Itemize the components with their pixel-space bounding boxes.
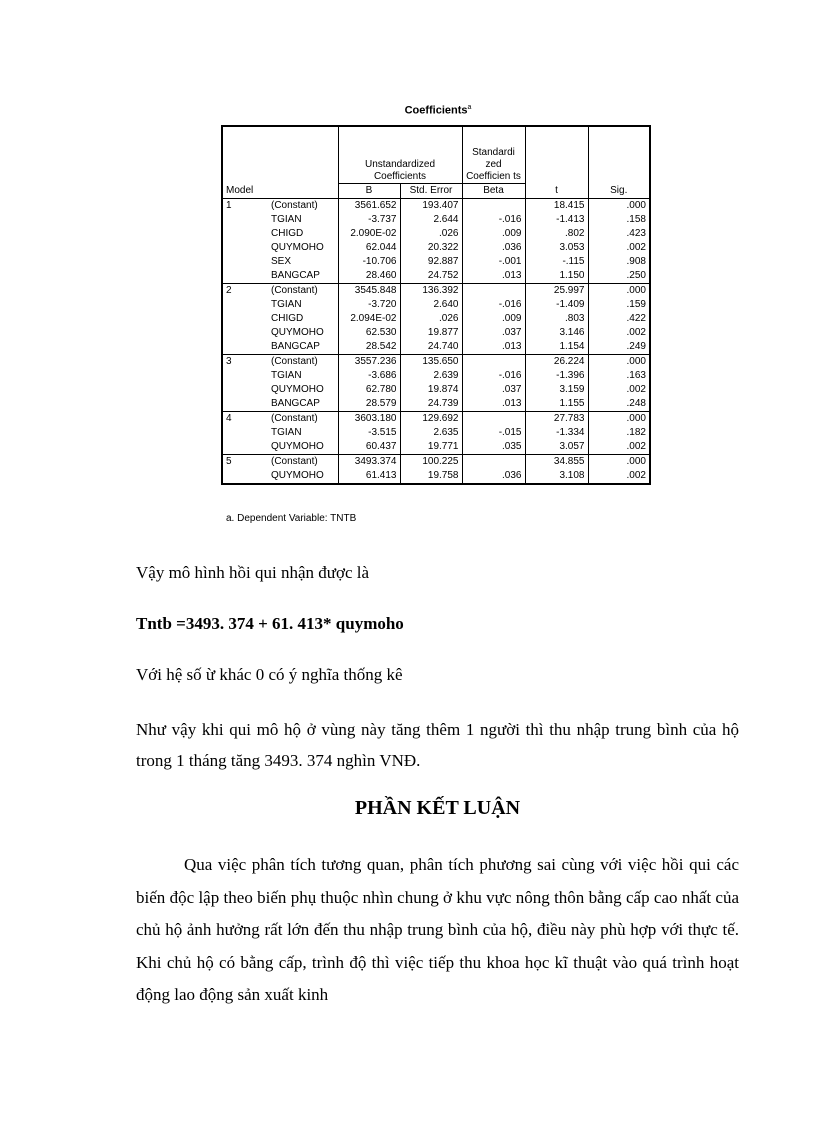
std-error-cell: 136.392 [400, 284, 462, 299]
std-error-cell: 2.644 [400, 213, 462, 227]
table-row [222, 227, 650, 241]
t-cell: -.115 [525, 255, 588, 269]
b-cell: 62.780 [338, 383, 400, 397]
model-id-cell [222, 312, 268, 326]
b-cell: -3.737 [338, 213, 400, 227]
b-cell: -3.720 [338, 298, 400, 312]
variable-cell: QUYMOHO [268, 383, 338, 397]
beta-cell: -.016 [462, 213, 525, 227]
std-error-cell: .026 [400, 227, 462, 241]
model-intro-text: Vậy mô hình hồi qui nhận được là [136, 563, 370, 582]
std-error-cell: 19.758 [400, 469, 462, 484]
beta-header: Beta [462, 184, 525, 199]
variable-cell: QUYMOHO [268, 469, 338, 484]
sig-cell: .002 [626, 384, 646, 395]
variable-cell: TGIAN [268, 298, 338, 312]
sig-cell: .422 [626, 313, 646, 324]
sig-cell: .000 [626, 356, 646, 367]
t-cell: 34.855 [525, 455, 588, 470]
t-cell: 1.154 [525, 340, 588, 355]
table-row [222, 455, 650, 470]
beta-cell: .036 [462, 241, 525, 255]
sig-cell: .002 [626, 242, 646, 253]
table-row [222, 426, 650, 440]
variable-cell: (Constant) [268, 199, 338, 214]
conclusion-paragraph: Qua việc phân tích tương quan, phân tích phương sai cùng với việc hồi qui các biến độc lập theo biến phụ thuộc nhìn chung ở khu vực nông thôn bằng cấp cao nhất của chủ hộ ảnh hưởng rất lớn đến thu nhập trung bình của hộ, điều này phù hợp với thực tế. Khi chủ hộ có bằng cấp, trình độ thì việc tiếp thu khoa học kĩ thuật vào quá trình hoạt động lao động sản xuất kinh [136, 855, 739, 1004]
coefficients-table [221, 125, 651, 485]
b-header: B [338, 184, 400, 199]
model-id-cell: 3 [226, 356, 232, 367]
beta-cell: -.016 [462, 298, 525, 312]
variable-cell: BANGCAP [268, 340, 338, 355]
b-cell: -10.706 [338, 255, 400, 269]
beta-cell [462, 355, 525, 370]
table-row [222, 412, 650, 427]
t-cell: 3.057 [525, 440, 588, 455]
sig-cell: .000 [626, 285, 646, 296]
table-title: Coefficients$^a$ [404, 104, 472, 117]
std-error-cell: 100.225 [400, 455, 462, 470]
std-error-cell: 24.752 [400, 269, 462, 284]
std-error-cell: 2.635 [400, 426, 462, 440]
t-cell: -1.409 [525, 298, 588, 312]
model-group [222, 412, 650, 455]
std-error-cell: 24.739 [400, 397, 462, 412]
beta-cell: .009 [462, 227, 525, 241]
std-error-cell: 20.322 [400, 241, 462, 255]
table-row [222, 469, 650, 484]
sig-cell: .002 [626, 327, 646, 338]
std-error-header: Std. Error [400, 184, 462, 199]
std-error-cell: 2.639 [400, 369, 462, 383]
beta-cell: -.001 [462, 255, 525, 269]
b-cell: 62.530 [338, 326, 400, 340]
t-cell: 18.415 [525, 199, 588, 214]
variable-cell: SEX [268, 255, 338, 269]
model-id-cell: 1 [226, 200, 232, 211]
variable-cell: (Constant) [268, 355, 338, 370]
beta-cell [462, 199, 525, 214]
variable-cell: TGIAN [268, 369, 338, 383]
model-id-cell: 2 [226, 285, 232, 296]
variable-cell: CHIGD [268, 227, 338, 241]
model-id-cell [222, 369, 268, 383]
std-error-cell: 2.640 [400, 298, 462, 312]
table-row [222, 255, 650, 269]
model-id-cell [222, 255, 268, 269]
variable-cell: BANGCAP [268, 397, 338, 412]
sig-cell: .163 [626, 370, 646, 381]
beta-cell [462, 455, 525, 470]
variable-cell: TGIAN [268, 213, 338, 227]
beta-cell: .036 [462, 469, 525, 484]
table-row [222, 213, 650, 227]
std-error-cell: 19.874 [400, 383, 462, 397]
t-header: t [525, 126, 588, 199]
sig-cell: .002 [626, 470, 646, 481]
regression-equation: Tntb =3493. 374 + 61. 413* quymoho [136, 614, 404, 633]
significance-text: Với hệ số ừ khác 0 có ý nghĩa thống kê [136, 665, 403, 684]
model-id-cell [222, 469, 268, 484]
t-cell: -1.413 [525, 213, 588, 227]
model-group [222, 199, 650, 284]
t-cell: 25.997 [525, 284, 588, 299]
model-id-cell: 5 [226, 456, 232, 467]
table-row [222, 284, 650, 299]
variable-cell: QUYMOHO [268, 326, 338, 340]
beta-cell: .037 [462, 383, 525, 397]
model-id-cell [222, 426, 268, 440]
std-error-cell: 24.740 [400, 340, 462, 355]
sig-cell: .002 [626, 441, 646, 452]
beta-cell: .013 [462, 397, 525, 412]
b-cell: 3561.652 [338, 199, 400, 214]
std-error-cell: 92.887 [400, 255, 462, 269]
std-error-cell: 135.650 [400, 355, 462, 370]
t-cell: .803 [525, 312, 588, 326]
table-row [222, 440, 650, 455]
b-cell: 3557.236 [338, 355, 400, 370]
model-id-cell [222, 440, 268, 455]
variable-cell: (Constant) [268, 412, 338, 427]
beta-cell: -.015 [462, 426, 525, 440]
b-cell: 2.090E-02 [338, 227, 400, 241]
t-cell: 1.150 [525, 269, 588, 284]
conclusion-heading: PHẦN KẾT LUẬN [354, 797, 521, 819]
sig-cell: .250 [626, 270, 646, 281]
std-error-cell: .026 [400, 312, 462, 326]
t-cell: 1.155 [525, 397, 588, 412]
sig-cell: .000 [626, 456, 646, 467]
b-cell: 28.542 [338, 340, 400, 355]
table-row [222, 326, 650, 340]
b-cell: 28.579 [338, 397, 400, 412]
sig-cell: .182 [626, 427, 646, 438]
b-cell: 3493.374 [338, 455, 400, 470]
sig-header: Sig. [610, 185, 628, 196]
model-id-cell [222, 298, 268, 312]
sig-cell: .000 [626, 200, 646, 211]
t-cell: -1.334 [525, 426, 588, 440]
table-row [222, 383, 650, 397]
std-error-cell: 19.771 [400, 440, 462, 455]
table-row [222, 199, 650, 214]
variable-cell: TGIAN [268, 426, 338, 440]
b-cell: 3545.848 [338, 284, 400, 299]
beta-cell: .035 [462, 440, 525, 455]
beta-cell: .013 [462, 269, 525, 284]
sig-cell: .158 [626, 214, 646, 225]
variable-cell: (Constant) [268, 455, 338, 470]
b-cell: -3.515 [338, 426, 400, 440]
b-cell: 3603.180 [338, 412, 400, 427]
std-error-cell: 193.407 [400, 199, 462, 214]
variable-cell: CHIGD [268, 312, 338, 326]
beta-cell: .037 [462, 326, 525, 340]
model-id-cell [222, 227, 268, 241]
sig-cell: .423 [626, 228, 646, 239]
table-row [222, 298, 650, 312]
table-footnote: a. Dependent Variable: TNTB [226, 513, 357, 524]
model-id-cell [222, 397, 268, 412]
table-row [222, 369, 650, 383]
t-cell: 3.146 [525, 326, 588, 340]
b-cell: 2.094E-02 [338, 312, 400, 326]
table-row [222, 269, 650, 284]
table-row [222, 397, 650, 412]
beta-cell: .009 [462, 312, 525, 326]
model-id-cell [222, 269, 268, 284]
model-id-cell [222, 383, 268, 397]
beta-cell [462, 284, 525, 299]
sig-cell: .159 [626, 299, 646, 310]
t-cell: 27.783 [525, 412, 588, 427]
sig-cell: .248 [626, 398, 646, 409]
t-cell: .802 [525, 227, 588, 241]
beta-cell: .013 [462, 340, 525, 355]
model-group [222, 284, 650, 355]
table-row [222, 355, 650, 370]
t-cell: 26.224 [525, 355, 588, 370]
t-cell: 3.159 [525, 383, 588, 397]
variable-cell: QUYMOHO [268, 440, 338, 455]
interpretation-paragraph: Như vậy khi qui mô hộ ở vùng này tăng thêm 1 người thì thu nhập trung bình của hộ trong 1 tháng tăng 3493. 374 nghìn VNĐ. [136, 720, 739, 770]
model-id-cell [222, 326, 268, 340]
beta-cell [462, 412, 525, 427]
t-cell: 3.053 [525, 241, 588, 255]
model-id-cell [222, 241, 268, 255]
variable-cell: QUYMOHO [268, 241, 338, 255]
b-cell: 60.437 [338, 440, 400, 455]
variable-cell: BANGCAP [268, 269, 338, 284]
table-row [222, 340, 650, 355]
model-id-cell [222, 213, 268, 227]
variable-cell: (Constant) [268, 284, 338, 299]
sig-cell: .249 [626, 341, 646, 352]
model-group [222, 455, 650, 485]
sig-cell: .000 [626, 413, 646, 424]
sig-cell: .908 [626, 256, 646, 267]
beta-cell: -.016 [462, 369, 525, 383]
standardized-header: Standardi zed Coefficien ts [462, 126, 525, 184]
table-row [222, 312, 650, 326]
model-id-cell [222, 340, 268, 355]
t-cell: -1.396 [525, 369, 588, 383]
unstandardized-header: Unstandardized Coefficients [338, 126, 462, 184]
model-group [222, 355, 650, 412]
std-error-cell: 19.877 [400, 326, 462, 340]
table-row [222, 241, 650, 255]
model-id-cell: 4 [226, 413, 232, 424]
b-cell: 61.413 [338, 469, 400, 484]
b-cell: -3.686 [338, 369, 400, 383]
model-header: Model [222, 126, 338, 199]
b-cell: 28.460 [338, 269, 400, 284]
b-cell: 62.044 [338, 241, 400, 255]
t-cell: 3.108 [525, 469, 588, 484]
std-error-cell: 129.692 [400, 412, 462, 427]
